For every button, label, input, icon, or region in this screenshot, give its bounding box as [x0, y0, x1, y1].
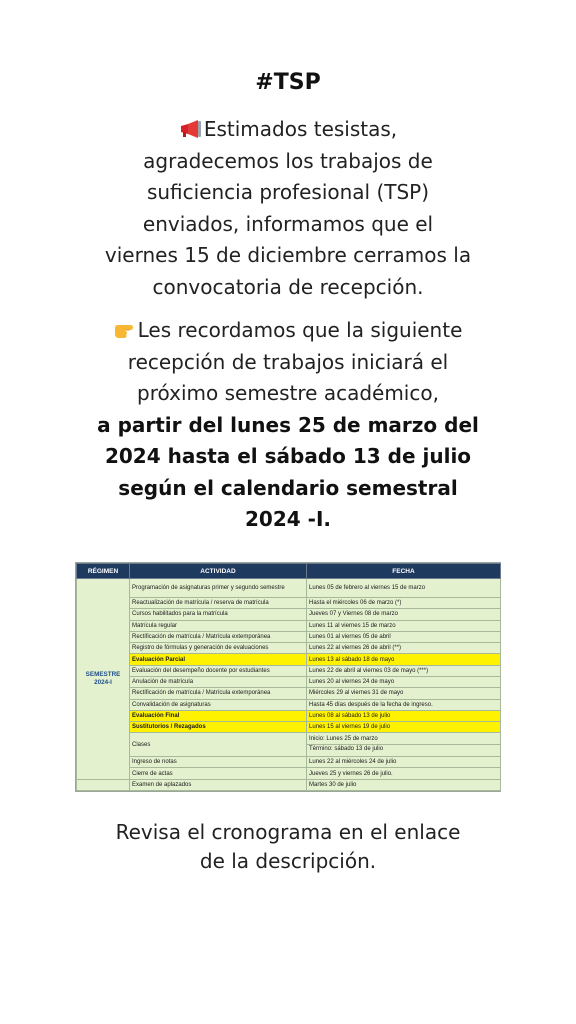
activity-cell: Matrícula regular: [130, 620, 307, 631]
activity-cell: Rectificación de matrícula / Matrícula extemporánea: [130, 631, 307, 642]
date-cell: Hasta 45 días después de la fecha de ingreso.: [307, 699, 501, 710]
reminder-line-2: recepción de trabajos iniciará el: [127, 349, 449, 374]
date-cell: Jueves 07 y Viernes 08 de marzo: [307, 609, 501, 620]
date-cell: [307, 733, 501, 757]
date-cell: Jueves 25 y viernes 26 de julio.: [307, 768, 501, 779]
reminder-paragraph: [40, 315, 536, 536]
table-row: [77, 631, 501, 642]
hashtag-title: #TSP: [255, 70, 321, 95]
table-row-highlighted: [77, 654, 501, 665]
activity-cell: Programación de asignaturas primer y segundo semestre: [130, 579, 307, 598]
table-row: [77, 665, 501, 676]
regimen-cell-empty: [77, 779, 130, 790]
date-start: Inicio: Lunes 25 de marzo: [309, 736, 378, 743]
reminder-line-3: próximo semestre académico,: [137, 381, 439, 405]
table-row: [77, 609, 501, 620]
column-header-regimen: RÉGIMEN: [77, 564, 130, 579]
table-row: [77, 768, 501, 779]
announcement-line-1: Estimados tesistas,: [40, 114, 536, 146]
footer-line-2: de la descripción.: [199, 849, 377, 873]
activity-cell: Sustitutorios / Rezagados: [130, 722, 307, 733]
date-cell: Lunes 11 al viernes 15 de marzo: [307, 620, 501, 631]
reminder-line-1: Les recordamos que la siguiente: [40, 315, 536, 347]
activity-cell: Clases: [130, 733, 307, 757]
date-cell: Lunes 22 de abril al viernes 03 de mayo (***): [307, 665, 501, 676]
date-cell: Hasta el miércoles 06 de marzo (*): [307, 598, 501, 609]
date-cell: Lunes 22 al miércoles 24 de julio: [307, 757, 501, 768]
regimen-cell: [77, 579, 130, 780]
date-cell: Miércoles 29 al viernes 31 de mayo: [307, 688, 501, 699]
table-row: [77, 620, 501, 631]
date-cell: Lunes 08 al sábado 13 de julio: [307, 710, 501, 721]
pointing-hand-icon: [114, 317, 136, 335]
table-row-highlighted: [77, 722, 501, 733]
reminder-bold-line-3: según el calendario semestral: [118, 475, 458, 500]
announcement-line-6: convocatoria de recepción.: [152, 274, 424, 299]
footer-line-1: Revisa el cronograma en el enlace: [115, 820, 461, 844]
activity-cell: Cursos habilitados para la matrícula: [130, 609, 307, 620]
megaphone-icon: [179, 116, 203, 134]
announcement-line-4: enviados, informamos que el: [142, 211, 434, 236]
activity-cell: Rectificación de matrícula / Matrícula extemporánea: [130, 688, 307, 699]
table-row: [77, 757, 501, 768]
date-cell: Lunes 05 de febrero al viernes 15 de marzo: [307, 579, 501, 598]
date-cell: Martes 30 de julio: [307, 779, 501, 790]
table-row: [77, 699, 501, 710]
table-row: [77, 779, 501, 790]
table-row: [77, 676, 501, 687]
announcement-line-2: agradecemos los trabajos de: [143, 148, 433, 173]
table-row: [77, 688, 501, 699]
table-row: [77, 598, 501, 609]
date-cell: Lunes 15 al viernes 19 de julio: [307, 722, 501, 733]
reminder-bold-line-2: 2024 hasta el sábado 13 de julio: [104, 444, 472, 468]
activity-cell: Evaluación Parcial: [130, 654, 307, 665]
regimen-label-1: SEMESTRE: [85, 670, 121, 678]
announcement-line-5: viernes 15 de diciembre cerramos la: [104, 243, 472, 267]
activity-cell: Registro de fórmulas y generación de evaluaciones: [130, 643, 307, 654]
activity-cell: Examen de aplazados: [130, 779, 307, 790]
regimen-label-2: 2024-I: [94, 678, 112, 686]
table-row: [77, 579, 501, 598]
date-cell: Lunes 13 al sábado 18 de mayo: [307, 654, 501, 665]
reminder-bold-line-1: a partir del lunes 25 de marzo del: [97, 412, 479, 437]
activity-cell: Ingreso de notas: [130, 757, 307, 768]
table-row: [77, 733, 501, 757]
activity-cell: Reactualización de matrícula / reserva de matrícula: [130, 598, 307, 609]
activity-cell: Convalidación de asignaturas: [130, 699, 307, 710]
activity-cell: Evaluación Final: [130, 710, 307, 721]
date-cell: Lunes 22 al viernes 26 de abril (**): [307, 643, 501, 654]
table-row-highlighted: [77, 710, 501, 721]
academic-calendar-table: [75, 562, 501, 792]
table-row: [77, 643, 501, 654]
activity-cell: Anulación de matrícula: [130, 676, 307, 687]
announcement-line-3: suficiencia profesional (TSP): [146, 180, 430, 204]
date-cell: Lunes 01 al viernes 05 de abril: [307, 631, 501, 642]
column-header-actividad: ACTIVIDAD: [130, 564, 307, 579]
date-end: Término: sábado 13 de julio: [307, 744, 500, 754]
footer-text: [40, 818, 536, 876]
date-cell: Lunes 20 al viernes 24 de mayo: [307, 676, 501, 687]
announcement-paragraph: [40, 114, 536, 303]
activity-cell: Evaluación del desempeño docente por estudiantes: [130, 665, 307, 676]
activity-cell: Cierre de actas: [130, 768, 307, 779]
column-header-fecha: FECHA: [307, 564, 501, 579]
reminder-bold-line-4: 2024 -I.: [245, 507, 331, 531]
